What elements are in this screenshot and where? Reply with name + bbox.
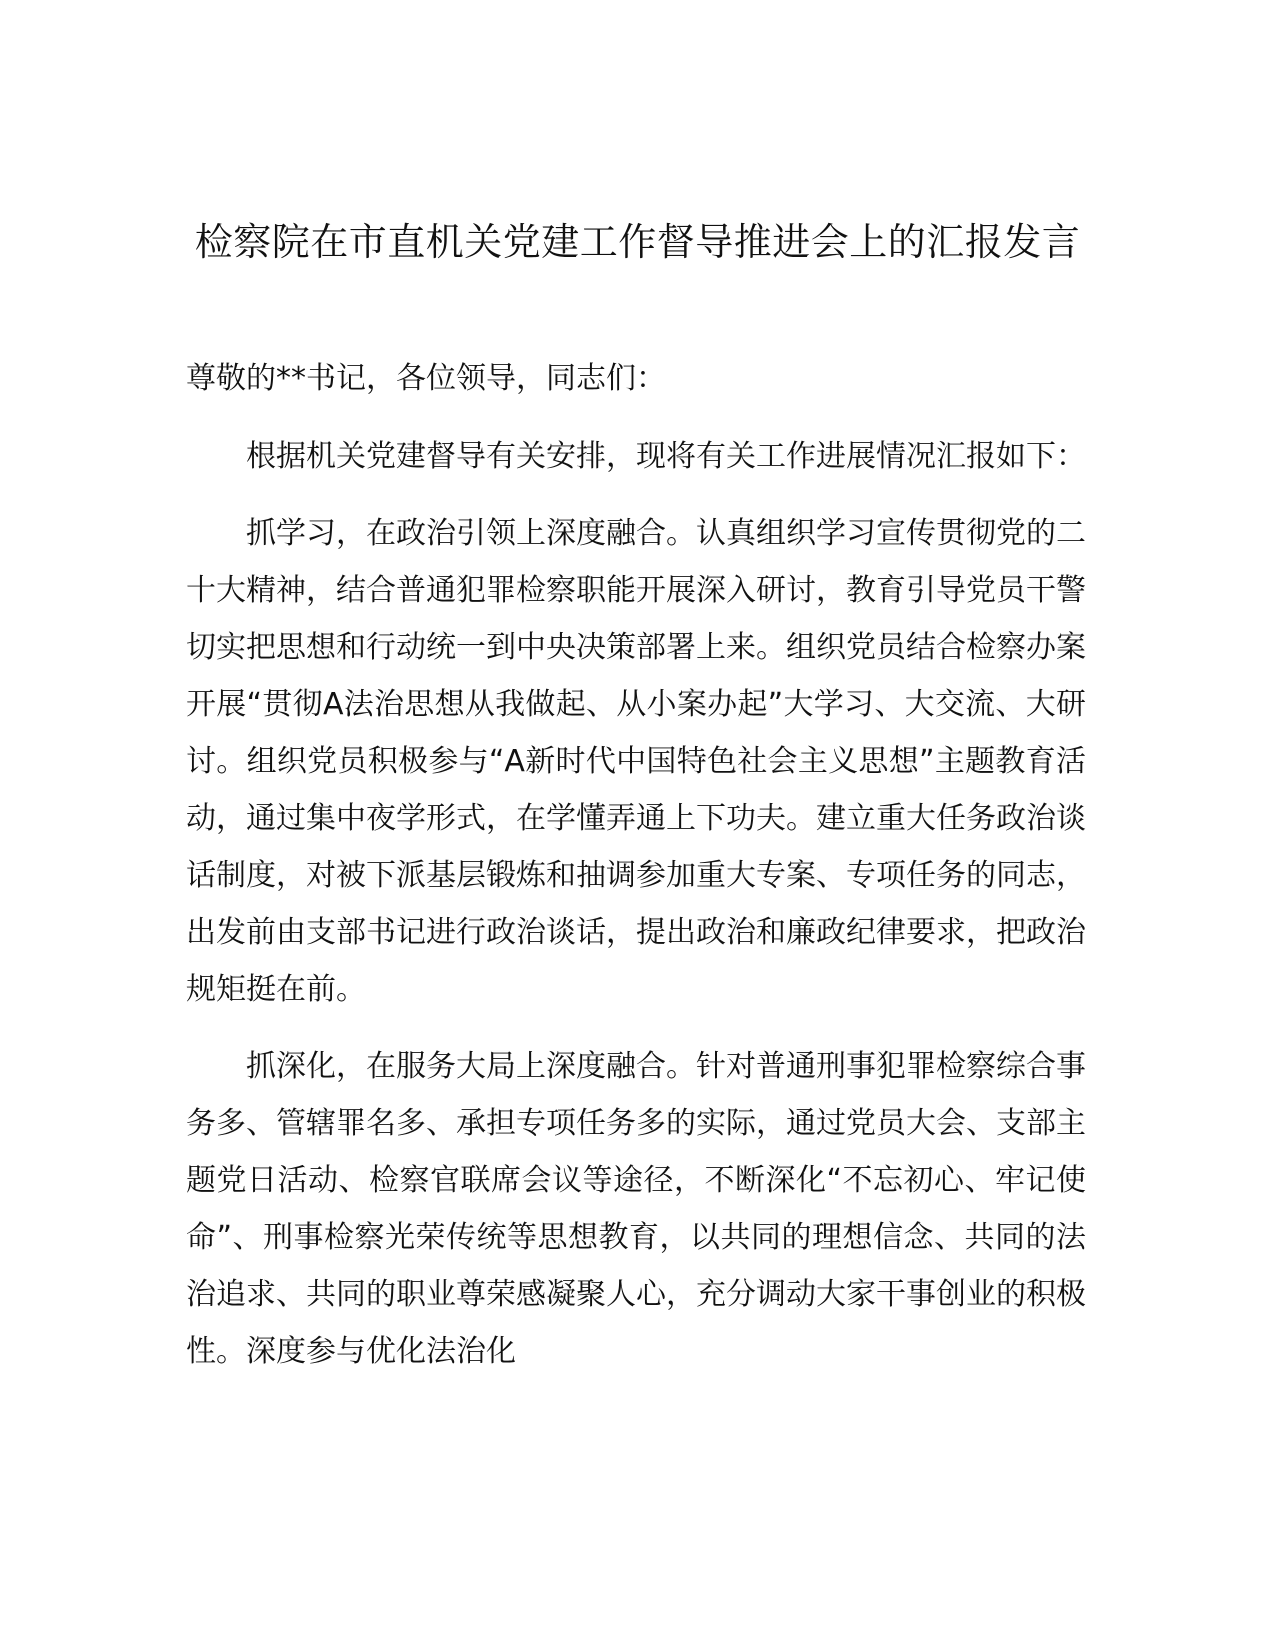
document-body <box>186 350 1086 1400</box>
document-title: 检察院在市直机关党建工作督导推进会上的汇报发言 <box>194 220 1081 264</box>
paragraph-intro: 根据机关党建督导有关安排，现将有关工作进展情况汇报如下： <box>246 439 1086 474</box>
paragraph-study: 抓学习，在政治引领上深度融合。认真组织学习宣传贯彻党的二十大精神，结合普通犯罪检察职能开展深入研讨，教育引导党员干警切实把思想和行动统一到中央决策部署上来。组织党员结合检察办案开展“贯彻A法治思想从我做起、从小案办起”大学习、大交流、大研讨。组织党员积极参与“A新时代中国特色社会主义思想”主题教育活动，通过集中夜学形式，在学懂弄通上下功夫。建立重大任务政治谈话制度，对被下派基层锻炼和抽调参加重大专案、专项任务的同志，出发前由支部书记进行政治谈话，提出政治和廉政纪律要求，把政治规矩挺在前。 <box>186 516 1086 1007</box>
paragraph-deepen: 抓深化，在服务大局上深度融合。针对普通刑事犯罪检察综合事务多、管辖罪名多、承担专项任务多的实际，通过党员大会、支部主题党日活动、检察官联席会议等途径，不断深化“不忘初心、牢记使命”、刑事检察光荣传统等思想教育，以共同的理想信念、共同的法治追求、共同的职业尊荣感凝聚人心，充分调动大家干事创业的积极性。深度参与优化法治化 <box>186 1049 1086 1369</box>
salutation: 尊敬的**书记，各位领导，同志们： <box>186 361 666 396</box>
